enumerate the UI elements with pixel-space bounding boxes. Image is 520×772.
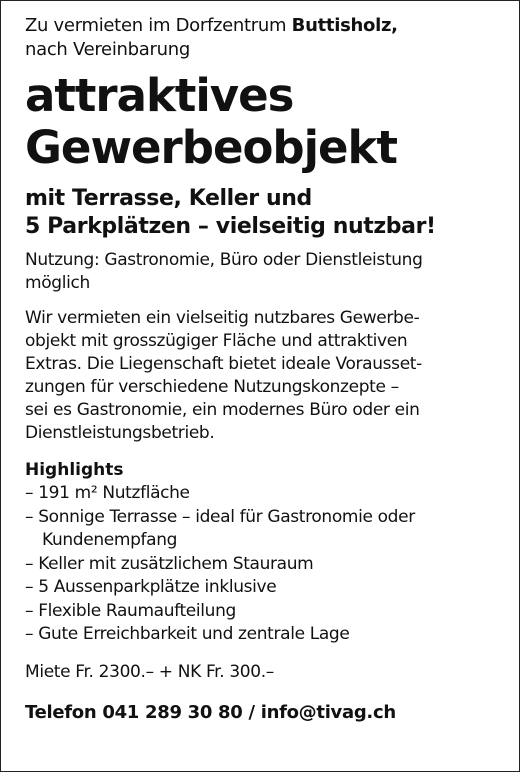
intro-prefix: Zu vermieten im Dorfzentrum: [25, 15, 292, 36]
subheadline-line-2: 5 Parkplätzen – vielseitig nutzbar!: [25, 214, 436, 239]
highlight-item: – 5 Aussenparkplätze inklusive: [25, 577, 277, 597]
highlight-item: – Flexible Raumaufteilung: [25, 600, 236, 621]
usage-line-1: Nutzung: Gastronomie, Büro oder Dienstleistung: [25, 250, 423, 270]
highlights-title: Highlights: [25, 460, 124, 480]
highlight-item: – Sonnige Terrasse – ideal für Gastronomie oder Kundenempfang: [25, 506, 415, 550]
description-line: Dienstleistungsbetrieb.: [25, 423, 215, 443]
description-line: sei es Gastronomie, ein modernes Büro oder ein: [25, 400, 420, 420]
highlight-item: – Keller mit zusätzlichem Stauraum: [25, 553, 314, 574]
highlight-item: – 191 m² Nutzfläche: [25, 483, 190, 503]
subheadline: [25, 185, 505, 241]
contact-info: Telefon 041 289 30 80 / info@tivag.ch: [25, 701, 396, 723]
description: [25, 307, 505, 445]
intro: [25, 14, 505, 62]
headline: [25, 70, 505, 174]
highlight-item: – Gute Erreichbarkeit und zentrale Lage: [25, 624, 350, 644]
subheadline-line-1: mit Terrasse, Keller und: [25, 186, 312, 211]
property-ad: [25, 10, 505, 725]
intro-line-2: nach Vereinbarung: [25, 39, 190, 60]
rent-price: Miete Fr. 2300.– + NK Fr. 300.–: [25, 661, 274, 682]
description-line: Extras. Die Liegenschaft bietet ideale Vorausset-: [25, 354, 422, 374]
usage-line-2: möglich: [25, 273, 90, 293]
description-line: zungen für verschiedene Nutzungskonzepte –: [25, 377, 399, 397]
description-line: objekt mit grosszügiger Fläche und attraktiven: [25, 331, 408, 351]
usage-text: [25, 249, 505, 295]
highlights-list: [25, 482, 505, 647]
intro-line-1: [25, 14, 505, 38]
intro-place: Buttisholz,: [291, 15, 398, 36]
description-line: Wir vermieten ein vielseitig nutzbares Gewerbe-: [25, 308, 420, 328]
headline-line-1: attraktives: [25, 69, 294, 122]
headline-line-2: Gewerbeobjekt: [25, 121, 397, 174]
